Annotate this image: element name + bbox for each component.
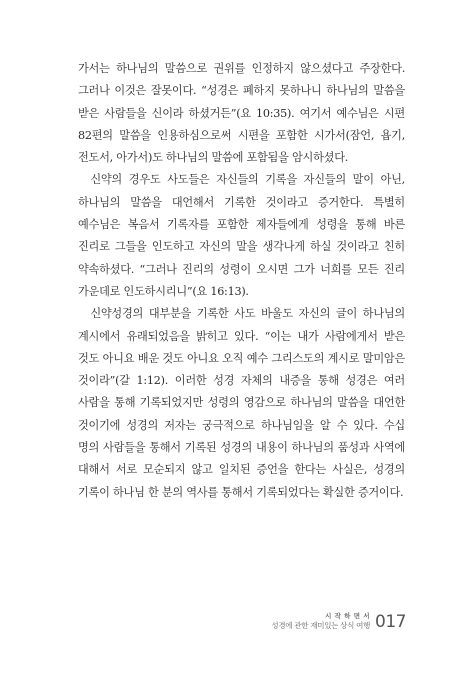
page-number: 017 [375, 612, 406, 632]
series-label: 시 작 하 면 서 [325, 612, 371, 620]
paragraph: 신약의 경우도 사도들은 자신들의 기록을 자신들의 말이 아닌, 하나님의 말씀을 대언해서 기록한 것이라고 증거한다. 특별히 예수님은 복음서 기록자를 포함한 제자들에게 성령을 통해 바른 진리로 그들을 인도하고 자신의 말을 생각나게 하실 것이라고 친히 약속하셨다. “그러나 진리의 성령이 오시면 그가 너희를 모든 진리 가운데로 인도하시리니”(요 16:13). [78, 173, 405, 298]
book-title: 성경에 관한 재미있는 상식 여행 [271, 621, 371, 630]
running-footer [271, 612, 370, 631]
page-body [78, 58, 405, 504]
paragraph: 신약성경의 대부분을 기록한 사도 바울도 자신의 글이 하나님의 계시에서 유래되었음을 밝히고 있다. “이는 내가 사람에게서 받은 것도 아니요 배운 것도 아니요 오직 예수 그리스도의 계시로 말미암은 것이라”(갈 1:12). 이러한 성경 자체의 내증을 통해 성경은 여러 사람을 통해 기록되었지만 성령의 영감으로 하나님의 말씀을 대언한 것이기에 성경의 저자는 궁극적으로 하나님임을 알 수 있다. 수십 명의 사람들을 통해서 기록된 성경의 내용이 하나님의 품성과 사역에 대해서 서로 모순되지 않고 일치된 증언을 한다는 사실은, 성경의 기록이 하나님 한 분의 역사를 통해서 기록되었다는 확실한 증거이다. [78, 307, 405, 499]
page-footer [271, 612, 406, 631]
paragraph: 가서는 하나님의 말씀으로 권위를 인정하지 않으셨다고 주장한다. 그러나 이것은 잘못이다. “성경은 폐하지 못하나니 하나님의 말씀을 받은 사람들을 신이라 하셨거든”(요 10:35). 여기서 예수님은 시편 82편의 말씀을 인용하심으로써 시편을 포함한 시가서(잠언, 욥기, 전도서, 아가서)도 하나님의 말씀에 포함됨을 암시하셨다. [78, 62, 405, 165]
